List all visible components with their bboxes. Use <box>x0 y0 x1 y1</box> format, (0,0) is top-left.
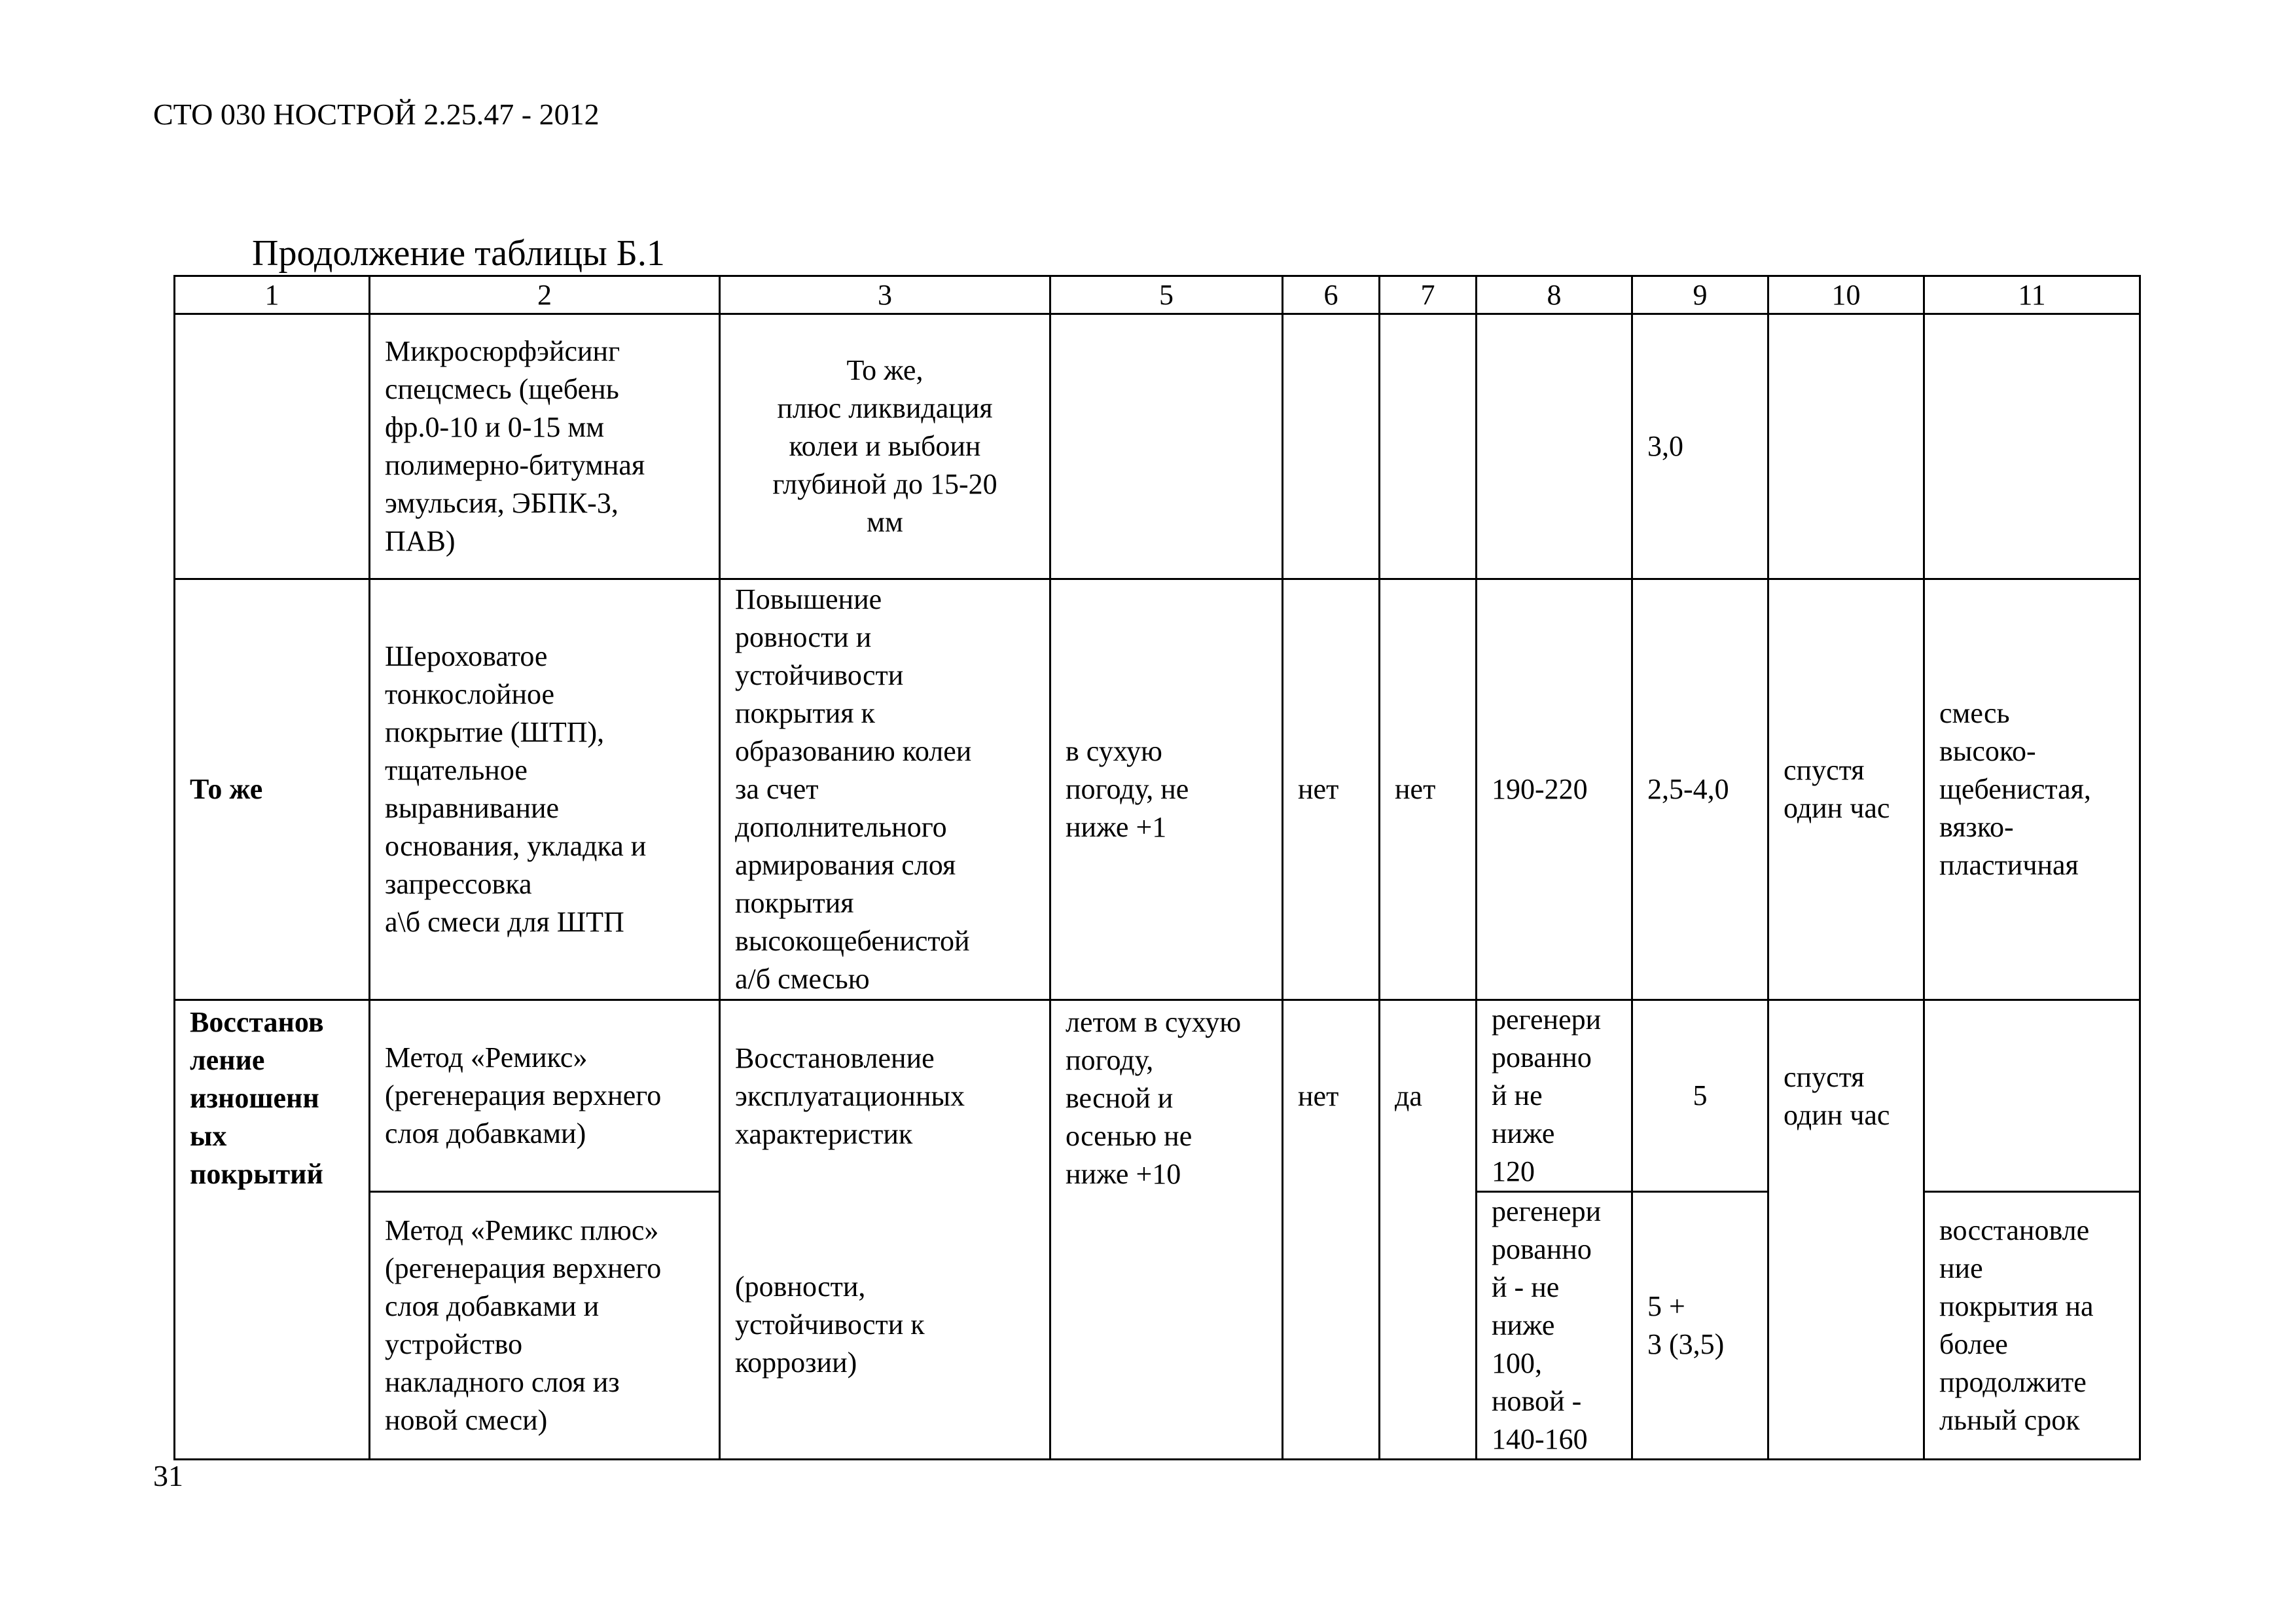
document-code: СТО 030 НОСТРОЙ 2.25.47 - 2012 <box>153 98 600 131</box>
table-cell <box>1477 314 1632 579</box>
table-cell: Восстановление эксплуатационных характеристик <box>720 1000 1050 1192</box>
table-cell <box>1283 314 1380 579</box>
table-cell: Шероховатое тонкослойное покрытие (ШТП), тщательное выравнивание основания, укладка и запрессовка а\б смеси для ШТП <box>370 579 720 1000</box>
column-header: 1 <box>175 276 370 314</box>
table-cell <box>1924 1000 2140 1192</box>
table-row <box>175 1000 2140 1192</box>
table-cell: То же <box>175 579 370 1000</box>
column-header: 7 <box>1380 276 1477 314</box>
page-number: 31 <box>153 1459 183 1492</box>
table-cell: спустя один час <box>1768 1000 1924 1192</box>
table-cell: Метод «Ремикс» (регенерация верхнего слоя добавками) <box>370 1000 720 1192</box>
table-cell <box>1768 314 1924 579</box>
data-table <box>173 275 2141 1460</box>
header-row <box>175 276 2140 314</box>
column-header: 5 <box>1050 276 1283 314</box>
column-header: 6 <box>1283 276 1380 314</box>
table-cell <box>1924 314 2140 579</box>
column-header: 3 <box>720 276 1050 314</box>
table-row <box>175 314 2140 579</box>
table-cell <box>1283 1192 1380 1460</box>
table-cell: (ровности, устойчивости к коррозии) <box>720 1192 1050 1460</box>
table-cell: в сухую погоду, не ниже +1 <box>1050 579 1283 1000</box>
table-cell: То же, плюс ликвидация колеи и выбоин глубиной до 15-20 мм <box>720 314 1050 579</box>
table-cell <box>175 314 370 579</box>
table-cell: смесь высоко- щебенистая, вязко- пластичная <box>1924 579 2140 1000</box>
table-cell: Микросюрфэйсинг спецсмесь (щебень фр.0-10 и 0-15 мм полимерно-битумная эмульсия, ЭБПК-3, ПАВ) <box>370 314 720 579</box>
table-row <box>175 579 2140 1000</box>
column-header: 2 <box>370 276 720 314</box>
table-cell: 3,0 <box>1632 314 1768 579</box>
table-cell: Повышение ровности и устойчивости покрытия к образованию колеи за счет дополнительного армирования слоя покрытия высокощебенистой а/б смесью <box>720 579 1050 1000</box>
table-cell <box>1380 314 1477 579</box>
table-cell <box>1768 1192 1924 1460</box>
column-header: 8 <box>1477 276 1632 314</box>
table-cell: 5 <box>1632 1000 1768 1192</box>
table-cell <box>1380 1192 1477 1460</box>
table-caption: Продолжение таблицы Б.1 <box>252 233 665 274</box>
table-cell: спустя один час <box>1768 579 1924 1000</box>
table-cell: 2,5-4,0 <box>1632 579 1768 1000</box>
table-cell: нет <box>1283 579 1380 1000</box>
table-cell: 190-220 <box>1477 579 1632 1000</box>
table-cell: Восстанов ление изношенн ых покрытий <box>175 1000 370 1460</box>
column-header: 9 <box>1632 276 1768 314</box>
column-header: 11 <box>1924 276 2140 314</box>
table-cell: Метод «Ремикс плюс» (регенерация верхнего слоя добавками и устройство накладного слоя из новой смеси) <box>370 1192 720 1460</box>
table-cell: нет <box>1283 1000 1380 1192</box>
table-cell: нет <box>1380 579 1477 1000</box>
table-cell: 5 + 3 (3,5) <box>1632 1192 1768 1460</box>
table-cell: восстановле ние покрытия на более продолжите льный срок <box>1924 1192 2140 1460</box>
column-header: 10 <box>1768 276 1924 314</box>
table-cell <box>1050 314 1283 579</box>
table-cell: регенери рованно й - не ниже 100, новой - 140-160 <box>1477 1192 1632 1460</box>
table-cell: регенери рованно й не ниже 120 <box>1477 1000 1632 1192</box>
table-cell: летом в сухую погоду, весной и осенью не ниже +10 <box>1050 1000 1283 1460</box>
table-cell: да <box>1380 1000 1477 1192</box>
